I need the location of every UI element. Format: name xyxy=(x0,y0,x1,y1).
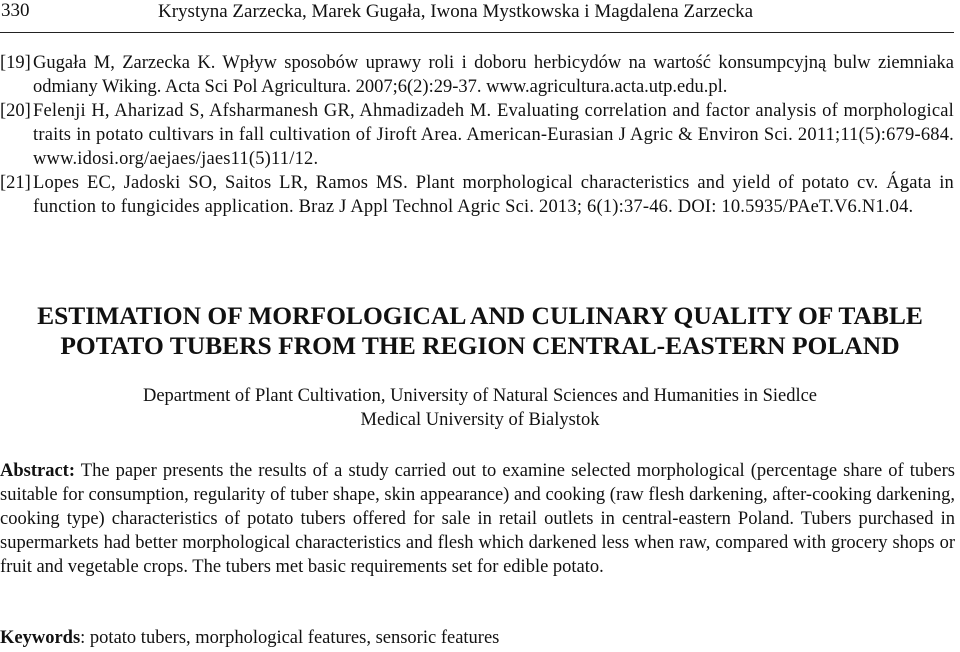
page-header xyxy=(0,0,960,32)
reference-text: Lopes EC, Jadoski SO, Saitos LR, Ramos MS. Plant morphological characteristics and yield of potato cv. Ágata in function to fungicides application. Braz J Appl Technol Agric Sci. 2013; 6(1):37-46. DOI: 10.5935/PAeT.V6.N1.04. xyxy=(33,173,954,217)
keywords-label: Keywords xyxy=(0,628,81,648)
keywords-line xyxy=(0,626,955,650)
reference-number: [20] xyxy=(0,101,31,121)
affiliation-line-1: Department of Plant Cultivation, University of Natural Sciences and Humanities in Siedlce xyxy=(142,386,818,406)
reference-text: Felenji H, Aharizad S, Afsharmanesh GR, Ahmadizadeh M. Evaluating correlation and factor analysis of morphological traits in potato cultivars in fall cultivation of Jiroft Area. American-Eurasian J Agric & Environ Sci. 2011;11(5):679-684. www.idosi.org/aejaes/jaes11(5)11/12. xyxy=(33,101,954,169)
reference-number: [19] xyxy=(0,53,31,73)
affiliation-line-2: Medical University of Bialystok xyxy=(360,410,600,430)
reference-item-19 xyxy=(0,51,954,99)
abstract-paragraph xyxy=(0,459,955,579)
abstract-text: The paper presents the results of a study carried out to examine selected morphological (percentage share of tubers suitable for consumption, regularity of tuber shape, skin appearance) and cooking (raw flesh darkening, after-cooking darkening, cooking type) characteristics of potato tubers offered for sale in retail outlets in central-eastern Poland. Tubers purchased in supermarkets had better morphological characteristics and flesh which darkened less when raw, compared with grocery shops or fruit and vegetable crops. The tubers met basic requirements set for edible potato. xyxy=(0,461,955,577)
reference-list xyxy=(0,51,954,219)
header-divider xyxy=(0,32,954,33)
author-affiliation xyxy=(0,384,960,432)
abstract-label: Abstract: xyxy=(0,461,76,481)
article-title xyxy=(0,301,960,361)
article-title-line-2: POTATO TUBERS FROM THE REGION CENTRAL-EASTERN POLAND xyxy=(60,331,900,360)
page-number: 330 xyxy=(1,0,30,21)
running-head-authors: Krystyna Zarzecka, Marek Gugała, Iwona Mystkowska i Magdalena Zarzecka xyxy=(158,1,754,22)
reference-item-21 xyxy=(0,171,954,219)
article-title-line-1: ESTIMATION OF MORFOLOGICAL AND CULINARY QUALITY OF TABLE xyxy=(37,301,923,330)
reference-number: [21] xyxy=(0,173,31,193)
reference-text: Gugała M, Zarzecka K. Wpływ sposobów uprawy roli i doboru herbicydów na wartość konsumpcyjną bulw ziemniaka odmiany Wiking. Acta Sci Pol Agricultura. 2007;6(2):29-37. www.agricultura.acta.utp.edu.pl. xyxy=(33,53,954,97)
reference-item-20 xyxy=(0,99,954,171)
keywords-text: : potato tubers, morphological features, sensoric features xyxy=(80,628,500,648)
